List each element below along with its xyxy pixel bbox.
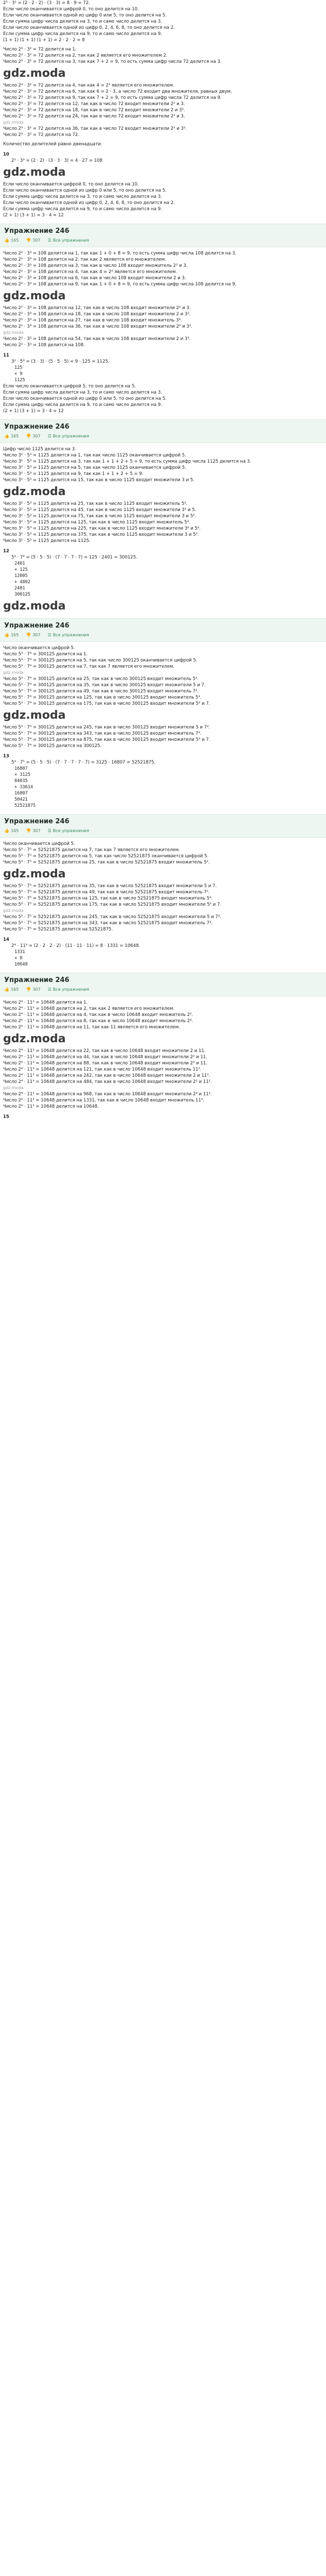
rating-bar bbox=[4, 987, 322, 993]
thumbs-up-icon: 👍 bbox=[4, 987, 9, 992]
text-line: Если число оканчивается одной из цифр 0 или 5, то оно делится на 5. bbox=[3, 188, 167, 193]
multiplication-row: 125 bbox=[14, 365, 23, 370]
all-exercises-label: Все упражнения bbox=[53, 633, 89, 637]
exercise-header bbox=[0, 224, 326, 247]
like-count: 165 bbox=[10, 434, 19, 438]
text-line: Число 2³ · 3² = 72 делится на 24, так как в число 72 входит множители 2³ и 3. bbox=[3, 114, 185, 119]
exercise-title: Упражнение 246 bbox=[4, 423, 70, 431]
exercise-number: 13 bbox=[3, 754, 9, 759]
multiplication-row: × 3125 bbox=[14, 772, 30, 777]
text-line: Число 3² · 5³ = 1125 делится на 45, так как в число 1125 входит множители 3² и 5. bbox=[3, 507, 197, 513]
text-line: Число 5³ · 7⁵ = 52521875 делится на 25, так как в число 52521875 входит множитель 5². bbox=[3, 860, 210, 865]
dislike-count: 307 bbox=[32, 238, 41, 243]
text-line: Число 5³ · 7⁵ = 52521875 делится на 343, так как в число 52521875 входит множитель 7³. bbox=[3, 921, 213, 926]
watermark-logo: gdz.moda bbox=[3, 485, 66, 498]
text-line: Число 2³ · 3² = 72 делится на 4, так как 4 = 2² является его множителем. bbox=[3, 83, 174, 88]
multiplication-row: 2401 bbox=[14, 561, 25, 566]
list-icon: ☰ bbox=[47, 987, 52, 992]
text-line: Число 2³ · 3² = 72 делится на 72. bbox=[3, 132, 79, 138]
multiplication-row: 12005 bbox=[14, 573, 28, 579]
multiplication-row: 1125 bbox=[14, 378, 25, 383]
dislike-button[interactable] bbox=[26, 433, 40, 439]
text-line: Если число оканчивается одной из цифр 0 или 5, то оно делится на 5. bbox=[3, 13, 167, 18]
text-line: Число 5³ · 7⁴ = 300125 делится на 125, так как в число 300125 входит множитель 5³. bbox=[3, 695, 202, 700]
watermark-logo: gdz.moda bbox=[3, 868, 66, 880]
formula: 2⁴ · 11³ = (2 · 2 · 2 · 2) · (11 · 11 · 11) = 8 · 1331 = 10648. bbox=[11, 943, 140, 948]
text-line: Число 2³ · 3² = 72 делится на 3, так как 7 + 2 = 9, то есть сумма цифр числа 72 делится на 3. bbox=[3, 59, 222, 64]
text-line: Число 5³ · 7⁵ = 52521875 делится на 175, так как в число 52521875 входит множители 5² и 7. bbox=[3, 902, 221, 907]
text-line: Число 2² · 3³ = 108 делится на 18, так как в число 108 входит множители 2 и 3². bbox=[3, 312, 191, 317]
text-line: Число 2³ · 3² = 72 делится на 36, так как в число 72 входит множители 2² и 3². bbox=[3, 126, 187, 131]
exercise-number: 12 bbox=[3, 549, 9, 554]
text-line: Число 2² · 3³ = 108 делится на 108. bbox=[3, 343, 85, 348]
text-line: Если сумма цифр числа делится на 3, то и само число делится на 3. bbox=[3, 390, 162, 395]
watermark-small: gdz.moda bbox=[3, 120, 24, 125]
text-line: Если число оканчивается цифрой 5, то оно делится на 5. bbox=[3, 384, 136, 389]
like-count: 165 bbox=[10, 987, 19, 992]
thumbs-up-icon: 👍 bbox=[4, 238, 9, 243]
text-line: Число 2³ · 3² = 72 делится на 9, так как 7 + 2 = 9, то есть сумма цифр числа 72 делится на 9. bbox=[3, 95, 222, 100]
like-button[interactable] bbox=[4, 238, 19, 244]
text-line: Число 2² · 3³ = 108 делится на 2, так как 2 является его множителем. bbox=[3, 257, 166, 262]
text-line: Число 2² · 3³ = 108 делится на 36, так как в число 108 входит множители 2² и 3². bbox=[3, 324, 192, 329]
column-multiplication bbox=[3, 766, 323, 809]
text-line: Число 5³ · 7⁵ = 52521875 делится на 35, так как в число 52521875 входит множители 5 и 7. bbox=[3, 884, 217, 889]
text-line: Число 5³ · 7⁴ = 300125 делится на 1. bbox=[3, 652, 88, 657]
multiplication-row: 16807 bbox=[14, 766, 28, 771]
text-line: Число 2⁴ · 11³ = 10648 делится на 22, так как в число 10648 входит множители 2 и 11. bbox=[3, 1048, 206, 1054]
text-line: Число 2³ · 3² = 72 делится на 1. bbox=[3, 47, 77, 52]
exercise-header bbox=[0, 419, 326, 443]
exercise-header bbox=[0, 814, 326, 838]
text-line: Количество делителей равно двенадцати. bbox=[3, 142, 103, 147]
text-line: 2⁵ · 3² = (2 · 2 · 2) · (3 · 3) = 8 · 9 = 72. bbox=[3, 1, 90, 6]
multiplication-row: × 125 bbox=[14, 567, 28, 572]
list-icon: ☰ bbox=[47, 633, 52, 637]
thumbs-down-icon: 👎 bbox=[26, 987, 31, 992]
like-count: 165 bbox=[10, 633, 19, 637]
text-line: Число 2² · 3³ = 108 делится на 54, так как в число 108 входит множители 2 и 3³. bbox=[3, 336, 191, 342]
text-line: Если число оканчивается цифрой 0, то оно делится на 10. bbox=[3, 7, 139, 12]
text-line: Число 5³ · 7⁴ = 300125 делится на 343, так как в число 300125 входит множитель 7³. bbox=[3, 731, 202, 736]
all-exercises-link[interactable] bbox=[48, 238, 89, 244]
column-multiplication bbox=[3, 949, 323, 968]
text-line: Если сумма цифр числа делится на 9, то и само число делится на 9. bbox=[3, 207, 162, 212]
multiplication-row: 16807 bbox=[14, 791, 28, 796]
column-multiplication bbox=[3, 365, 323, 383]
text-line: Если сумма цифр числа делится на 3, то и само число делится на 3. bbox=[3, 194, 162, 199]
multiplication-row: 300125 bbox=[14, 592, 30, 597]
text-line: Если сумма цифр числа делится на 9, то и само число делится на 9. bbox=[3, 31, 162, 37]
text-line: Число 5³ · 7⁵ = 52521875 делится на 52521875. bbox=[3, 927, 113, 932]
watermark-logo: gdz.moda bbox=[3, 290, 66, 302]
text-line: Число 5³ · 7⁵ = 52521875 делится на 5, так как число 52521875 оканчивается цифрой 5. bbox=[3, 854, 209, 859]
text-line: Число 2⁴ · 11³ = 10648 делится на 968, так как в число 10648 входит множители 2³ и 11². bbox=[3, 1092, 212, 1097]
text-line: Число 3² · 5³ = 1125 делится на 5, так как число 1125 оканчивается цифрой 5. bbox=[3, 465, 186, 470]
formula: 5³ · 7⁴ = (5 · 5 · 5) · (7 · 7 · 7 · 7) = 125 · 2401 = 300125. bbox=[11, 555, 138, 560]
thumbs-up-icon: 👍 bbox=[4, 828, 9, 833]
formula: 2² · 3³ = (2 · 2) · (3 · 3 · 3) = 4 · 27 = 108 bbox=[11, 158, 103, 163]
text-line: Число 3² · 5³ = 1125 делится на 75, так как в число 1125 входит множители 3 и 5². bbox=[3, 514, 197, 519]
text-line: Число 2⁴ · 11³ = 10648 делится на 121, так как в число 10648 входит множитель 11². bbox=[3, 1067, 202, 1072]
multiplication-row: 50421 bbox=[14, 797, 28, 802]
text-line: Если число оканчивается цифрой 0, то оно делится на 10. bbox=[3, 182, 139, 187]
exercise-title: Упражнение 246 bbox=[4, 818, 70, 825]
all-exercises-label: Все упражнения bbox=[53, 238, 89, 243]
multiplication-row: × 9 bbox=[14, 371, 23, 377]
dislike-button[interactable] bbox=[26, 828, 40, 834]
rating-bar bbox=[4, 433, 322, 439]
text-line: Число 2⁴ · 11³ = 10648 делится на 10648. bbox=[3, 1104, 99, 1109]
text-line: Число 5³ · 7⁴ = 300125 делится на 175, так как в число 300125 входит множители 5² и 7. bbox=[3, 701, 210, 706]
text-line: Если сумма цифр числа делится на 9, то и само число делится на 9. bbox=[3, 402, 162, 408]
multiplication-row: 52521875 bbox=[14, 803, 36, 808]
like-button[interactable] bbox=[4, 632, 19, 638]
text-line: Число 3² · 5³ = 1125 делится на 9, так как 1 + 1 + 2 + 5 = 9. bbox=[3, 471, 143, 477]
text-line: Если сумма цифр числа делится на 3, то и само число делится на 3. bbox=[3, 19, 162, 24]
exercise-title: Упражнение 246 bbox=[4, 976, 70, 984]
text-line: Цифр число 1125 делится на 3. bbox=[3, 447, 76, 452]
text-line: Число 2² · 3³ = 108 делится на 4, так как 4 = 2² является его множителем. bbox=[3, 269, 177, 275]
multiplication-row: 10648 bbox=[14, 962, 28, 967]
text-line: Если число оканчивается одной из цифр 0, 2, 4, 6, 8, то оно делится на 2. bbox=[3, 200, 175, 206]
text-line: Число 2⁴ · 11³ = 10648 делится на 2, так как 2 является его множителем. bbox=[3, 1006, 175, 1011]
dislike-count: 307 bbox=[32, 987, 41, 992]
text-line: Число 2² · 3³ = 108 делится на 1, так как 1 + 0 + 8 = 9, то есть сумма цифр числа 108 делится на 3. bbox=[3, 251, 237, 256]
text-line: Число 2⁴ · 11³ = 10648 делится на 88, так как в число 10648 входит множители 2³ и 11. bbox=[3, 1061, 207, 1066]
text-line: Число 5³ · 7⁴ = 300125 делится на 245, так как в число 300125 входит множители 5 и 7². bbox=[3, 725, 210, 730]
text-line: Число 5³ · 7⁴ = 300125 делится на 49, так как в число 300125 входит множитель 7². bbox=[3, 689, 199, 694]
thumbs-down-icon: 👎 bbox=[26, 828, 31, 833]
text-line: Число 5³ · 7⁵ = 52521875 делится на 245, так как в число 52521875 входит множители 5 и 7². bbox=[3, 914, 221, 920]
text-line: Число 3² · 5³ = 1125 делится на 1, так как число 1125 оканчивается цифрой 5. bbox=[3, 453, 186, 458]
exercise-number: 10 bbox=[3, 152, 9, 157]
watermark-logo: gdz.moda bbox=[3, 1032, 66, 1045]
watermark-small: gdz.moda bbox=[3, 908, 24, 913]
text-line: Число 5³ · 7⁴ = 300125 делится на 875, так как в число 300125 входит множители 5³ и 7. bbox=[3, 737, 210, 742]
exercise-title: Упражнение 246 bbox=[4, 622, 70, 630]
formula: 5³ · 7⁵ = (5 · 5 · 5) · (7 · 7 · 7 · 7 · 7) = 3125 · 16807 = 52521875. bbox=[11, 760, 156, 765]
exercise-title: Упражнение 246 bbox=[4, 227, 70, 235]
thumbs-up-icon: 👍 bbox=[4, 633, 9, 637]
text-line: Число 2² · 3³ = 108 делится на 3, так как в число 108 входит множитель 2² и 3. bbox=[3, 263, 188, 268]
text-line: Число 5³ · 7⁵ = 52521875 делится на 7, так как 7 является его множителем. bbox=[3, 848, 180, 853]
dislike-count: 307 bbox=[32, 633, 41, 637]
text-line: Число 2⁴ · 11³ = 10648 делится на 1331, так как в число 10648 входит множитель 11³. bbox=[3, 1098, 204, 1103]
exercise-header bbox=[0, 973, 326, 996]
text-line: Если число оканчивается одной из цифр 0 или 5, то оно делится на 5. bbox=[3, 396, 167, 401]
document-page bbox=[0, 0, 326, 1120]
all-exercises-label: Все упражнения bbox=[53, 987, 89, 992]
formula: 3² · 5³ = (3 · 3) · (5 · 5 · 5) = 9 · 125 = 1125. bbox=[11, 359, 110, 364]
text-line: Число 2² · 3³ = 108 делится на 27, так как в число 108 входит множитель 3³. bbox=[3, 318, 182, 323]
text-line: Число 2⁴ · 11³ = 10648 делится на 484, так как в число 10648 входит множители 2² и 11². bbox=[3, 1079, 212, 1084]
like-button[interactable] bbox=[4, 828, 19, 834]
all-exercises-link[interactable] bbox=[48, 828, 89, 834]
thumbs-down-icon: 👎 bbox=[26, 434, 31, 438]
text-line: (2 + 1) (3 + 1) = 3 · 4 = 12 bbox=[3, 409, 64, 414]
all-exercises-label: Все упражнения bbox=[53, 434, 89, 438]
watermark-small: gdz.moda bbox=[3, 1086, 24, 1090]
multiplication-row: 84035 bbox=[14, 778, 28, 784]
thumbs-up-icon: 👍 bbox=[4, 434, 9, 438]
exercise-number: 15 bbox=[3, 1114, 9, 1120]
text-line: Число 2⁴ · 11³ = 10648 делится на 242, так как в число 10648 входит множители 2 и 11². bbox=[3, 1073, 210, 1078]
dislike-button[interactable] bbox=[26, 632, 40, 638]
text-line: Число 2⁴ · 11³ = 10648 делится на 44, так как в число 10648 входит множители 2² и 11. bbox=[3, 1055, 207, 1060]
text-line: Число 3² · 5³ = 1125 делится на 375, так как в число 1125 входит множители 3 и 5³. bbox=[3, 532, 199, 537]
dislike-count: 307 bbox=[32, 828, 41, 833]
text-line: Число 2² · 3³ = 108 делится на 12, так как в число 108 входит множители 2² и 3. bbox=[3, 306, 191, 311]
all-exercises-label: Все упражнения bbox=[53, 828, 89, 833]
thumbs-down-icon: 👎 bbox=[26, 238, 31, 243]
text-line: Число 5³ · 7⁴ = 300125 делится на 5, так как число 300125 оканчивается цифрой 5. bbox=[3, 658, 198, 663]
exercise-number: 14 bbox=[3, 937, 9, 942]
text-line: Если число оканчивается одной из цифр 0, 2, 4, 6, 8, то оно делится на 2. bbox=[3, 25, 175, 30]
like-count: 165 bbox=[10, 238, 19, 243]
all-exercises-link[interactable] bbox=[48, 632, 89, 638]
text-line: Число 5³ · 7⁵ = 52521875 делится на 49, так как в число 52521875 входит множитель 7². bbox=[3, 890, 210, 895]
dislike-button[interactable] bbox=[26, 987, 40, 993]
text-line: Число 5³ · 7⁴ = 300125 делится на 7, так как 7 является его множителем. bbox=[3, 664, 175, 669]
text-line: (2 + 1) (3 + 1) = 3 · 4 = 12 bbox=[3, 213, 64, 218]
text-line: Число 3² · 5³ = 1125 делится на 25, так как в число 1125 входит множитель 5². bbox=[3, 501, 188, 506]
text-line: Число 2³ · 3² = 72 делится на 18, так как в число 72 входит множители 2 и 3². bbox=[3, 108, 185, 113]
text-line: Число 3² · 5³ = 1125 делится на 15, так как в число 1125 входит множители 3 и 5. bbox=[3, 478, 194, 483]
rating-bar bbox=[4, 828, 322, 834]
column-multiplication bbox=[3, 561, 323, 598]
all-exercises-link[interactable] bbox=[48, 987, 89, 993]
text-line: Число 2⁴ · 11³ = 10648 делится на 8, так как в число 10648 входит множитель 2³. bbox=[3, 1019, 193, 1024]
watermark-logo: gdz.moda bbox=[3, 166, 66, 179]
text-line: Число 2⁴ · 11³ = 10648 делится на 11, так как 11 является его множителем. bbox=[3, 1025, 180, 1030]
text-line: Число 3² · 5³ = 1125 делится на 125, так как в число 1125 входит множитель 5³. bbox=[3, 520, 190, 525]
all-exercises-link[interactable] bbox=[48, 433, 89, 439]
text-line: Число 2² · 3³ = 108 делится на 6, так как в число 108 входит множители 2 и 3. bbox=[3, 276, 186, 281]
like-count: 165 bbox=[10, 828, 19, 833]
text-line: Число 2⁴ · 11³ = 10648 делится на 4, так как в число 10648 входит множитель 2². bbox=[3, 1012, 193, 1018]
dislike-count: 307 bbox=[32, 434, 41, 438]
text-line: Число 2² · 3³ = 108 делится на 9, так как 1 + 0 + 8 = 9, то есть сумма цифр числа 108 делится на 9. bbox=[3, 282, 237, 287]
list-icon: ☰ bbox=[47, 238, 52, 243]
multiplication-row: 1331 bbox=[14, 950, 25, 955]
text-line: Число 3² · 5³ = 1125 делится на 3, так как 1 + 1 + 2 + 5 = 9, то есть сумма цифр числа 1125 делится на 3. bbox=[3, 459, 251, 464]
text-line: Число 2³ · 3² = 72 делится на 12, так как в число 72 входит множители 2² и 3. bbox=[3, 101, 185, 107]
multiplication-row: × 8 bbox=[14, 956, 23, 961]
like-button[interactable] bbox=[4, 987, 19, 993]
like-button[interactable] bbox=[4, 433, 19, 439]
thumbs-down-icon: 👎 bbox=[26, 633, 31, 637]
multiplication-row: + 33614 bbox=[14, 785, 33, 790]
watermark-logo: gdz.moda bbox=[3, 67, 66, 80]
text-line: Число 5³ · 7⁴ = 300125 делится на 300125. bbox=[3, 743, 102, 749]
rating-bar bbox=[4, 632, 322, 638]
text-line: Число 2³ · 3² = 72 делится на 2, так как 2 является его множителем 2. bbox=[3, 53, 168, 58]
multiplication-row: 2401 bbox=[14, 586, 25, 591]
rating-bar bbox=[4, 238, 322, 244]
text-line: Число 5³ · 7⁴ = 300125 делится на 35, так как в число 300125 входит множители 5 и 7. bbox=[3, 683, 206, 688]
list-icon: ☰ bbox=[47, 828, 52, 833]
multiplication-row: + 4802 bbox=[14, 580, 30, 585]
text-line: Число 5³ · 7⁴ = 300125 делится на 25, так как в число 300125 входит множитель 5². bbox=[3, 676, 199, 682]
watermark-logo: gdz.moda bbox=[3, 709, 66, 722]
dislike-button[interactable] bbox=[26, 238, 40, 244]
text-line: Число 5³ · 7⁵ = 52521875 делится на 125, так как в число 52521875 входит множитель 5³. bbox=[3, 896, 213, 901]
text-line: Число 2⁴ · 11³ = 10648 делится на 1. bbox=[3, 1000, 88, 1005]
text-line: Число 3² · 5³ = 1125 делится на 225, так как в число 1125 входит множители 3² и 5². bbox=[3, 526, 201, 531]
text-line: Число 2³ · 3² = 72 делится на 6, так как 6 = 2 · 3, а число 72 входит два множителя, равных двум. bbox=[3, 89, 232, 94]
watermark-small: gdz.moda bbox=[3, 330, 24, 335]
watermark-logo: gdz.moda bbox=[3, 600, 66, 613]
list-icon: ☰ bbox=[47, 434, 52, 438]
exercise-header bbox=[0, 618, 326, 642]
exercise-number: 11 bbox=[3, 353, 9, 358]
watermark-small: gdz.moda bbox=[3, 670, 24, 675]
text-line: Число 3² · 5³ = 1125 делится на 1125. bbox=[3, 538, 91, 544]
text-line: (1 + 1) (1 + 1) (1 + 1) = 2 · 2 · 2 = 8 bbox=[3, 38, 85, 43]
text-line: Число оканчивается цифрой 5. bbox=[3, 841, 75, 846]
text-line: Число оканчивается цифрой 5. bbox=[3, 646, 75, 651]
